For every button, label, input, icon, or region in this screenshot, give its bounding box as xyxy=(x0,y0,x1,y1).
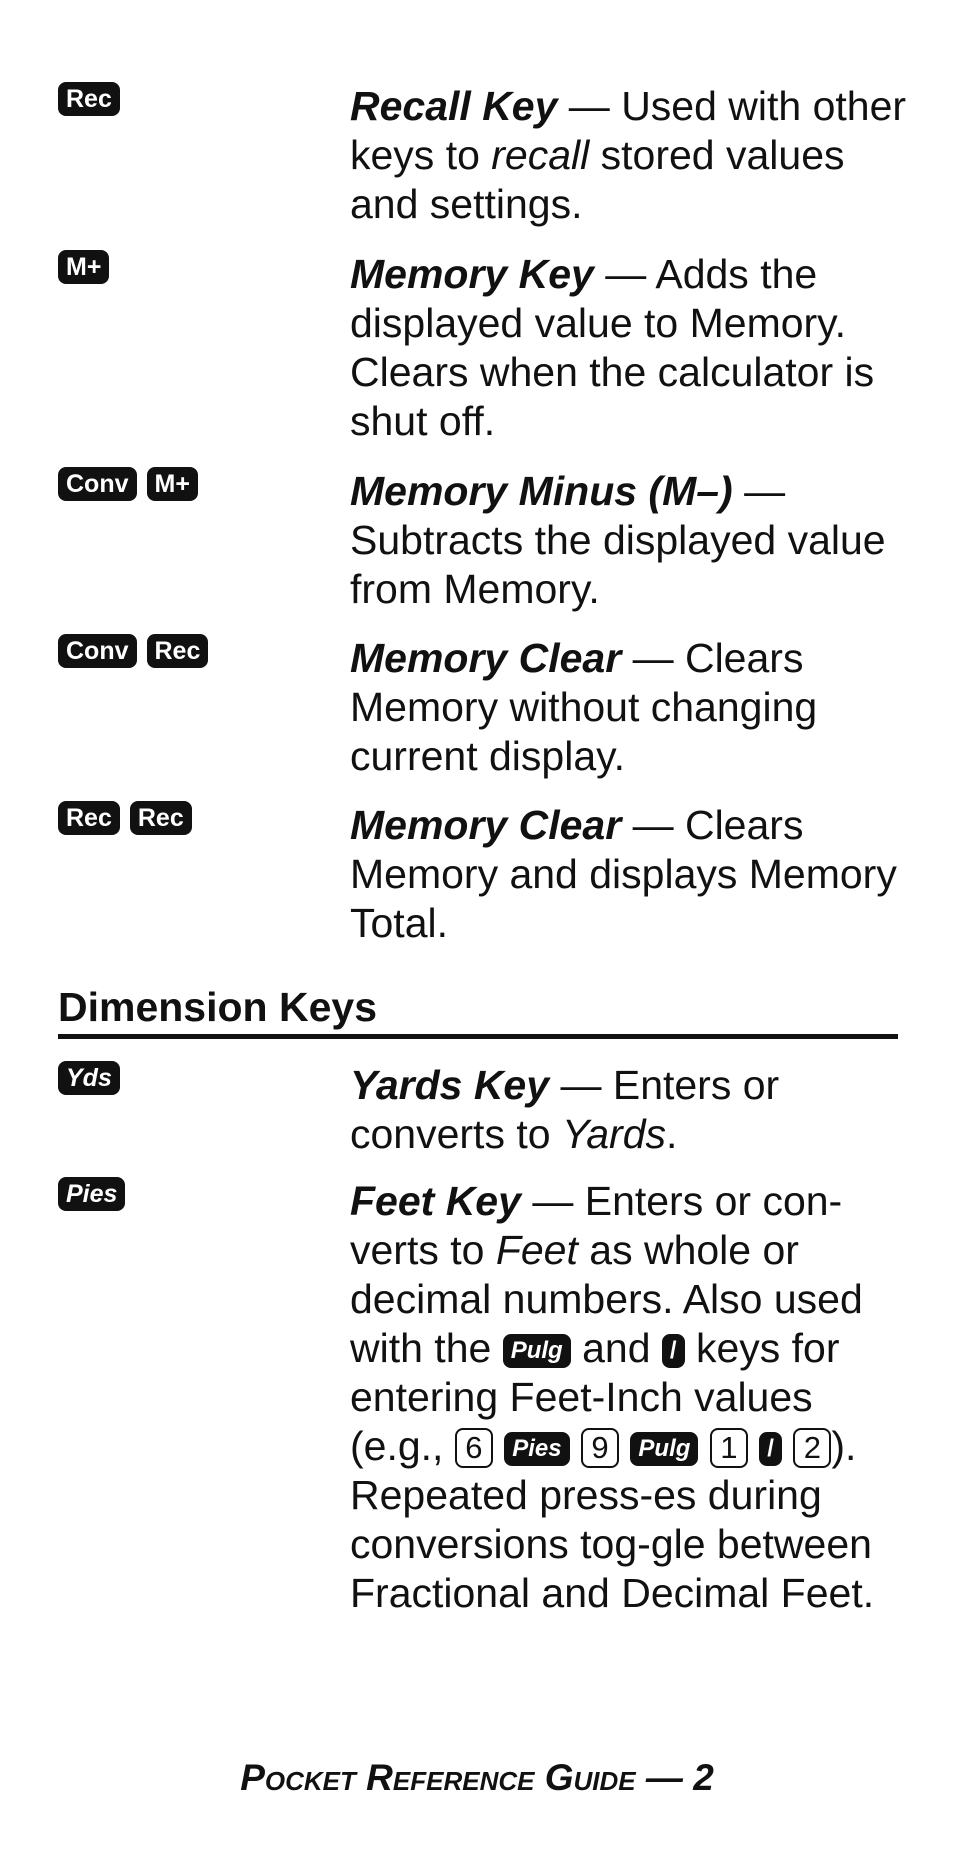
dash: — xyxy=(732,468,786,514)
entry-description xyxy=(350,250,910,446)
pies-key-badge: Pies xyxy=(504,1432,569,1466)
key-combo xyxy=(58,250,119,284)
desc-text: Subtracts the displayed value from Memory. xyxy=(350,517,886,612)
rec-key-badge: Rec xyxy=(58,801,120,835)
m-plus-key-badge: M+ xyxy=(58,250,109,284)
pulg-key-badge: Pulg xyxy=(503,1334,571,1368)
digit-key-2: 2 xyxy=(793,1428,831,1468)
desc-text: and xyxy=(570,1325,662,1371)
entry-description xyxy=(350,634,910,781)
desc-text: Clears Memory and displays Memory Total. xyxy=(350,802,897,946)
section-heading: Dimension Keys xyxy=(58,982,898,1039)
rec-key-badge: Rec xyxy=(130,801,192,835)
key-combo xyxy=(58,467,208,501)
key-combo xyxy=(58,1177,135,1211)
pulg-key-badge: Pulg xyxy=(630,1432,698,1466)
desc-text: stored values and settings. xyxy=(350,132,845,227)
digit-key-1: 1 xyxy=(710,1428,748,1468)
dash: — xyxy=(621,802,685,848)
dash: — xyxy=(549,1062,613,1108)
entry-description xyxy=(350,1061,910,1159)
dash: — xyxy=(621,635,685,681)
desc-text: keys for entering Feet-Inch values (e.g., xyxy=(350,1325,840,1469)
desc-italic: recall xyxy=(491,132,590,178)
fraction-key-badge: / xyxy=(759,1432,782,1466)
entry-description xyxy=(350,801,910,948)
entry-term: Yards Key xyxy=(350,1062,550,1108)
key-combo xyxy=(58,1061,130,1095)
desc-text: Enters or converts to xyxy=(350,1062,780,1157)
key-combo xyxy=(58,801,202,835)
entry-description xyxy=(350,1177,910,1618)
entry-term: Memory Clear xyxy=(350,635,622,681)
entry-term: Memory Key xyxy=(350,251,594,297)
desc-text: Enters or con-verts to xyxy=(350,1178,843,1273)
desc-text: Used with other keys to xyxy=(350,83,907,178)
entry-description xyxy=(350,82,910,229)
digit-key-9: 9 xyxy=(581,1428,619,1468)
fraction-key-badge: / xyxy=(662,1334,685,1368)
conv-key-badge: Conv xyxy=(58,634,137,668)
yds-key-badge: Yds xyxy=(58,1061,120,1095)
entry-term: Recall Key xyxy=(350,83,558,129)
entry-term: Memory Clear xyxy=(350,802,622,848)
dash: — xyxy=(520,1178,585,1224)
entry-description xyxy=(350,467,910,614)
pies-key-badge: Pies xyxy=(58,1177,125,1211)
rec-key-badge: Rec xyxy=(58,82,120,116)
key-combo xyxy=(58,82,130,116)
desc-italic: Yards xyxy=(561,1111,666,1157)
entry-term: Memory Minus (M–) xyxy=(350,468,733,514)
desc-text: . xyxy=(666,1111,678,1157)
dash: — xyxy=(557,83,622,129)
desc-text: ). Repeated press-es during conversions tog-gle between Fractional and Decimal Feet. xyxy=(350,1423,875,1616)
conv-key-badge: Conv xyxy=(58,467,137,501)
desc-text: Adds the displayed value to Memory. Clears when the calculator is shut off. xyxy=(350,251,875,444)
page-footer: Pocket Reference Guide — 2 xyxy=(240,1757,714,1798)
desc-text: Clears Memory without changing current display. xyxy=(350,635,818,779)
desc-italic: Feet xyxy=(495,1227,578,1273)
entry-term: Feet Key xyxy=(350,1178,521,1224)
digit-key-6: 6 xyxy=(455,1428,493,1468)
desc-text: as whole or decimal numbers. Also used with the xyxy=(350,1227,863,1371)
m-plus-key-badge: M+ xyxy=(147,467,198,501)
rec-key-badge: Rec xyxy=(147,634,209,668)
dash: — xyxy=(593,251,656,297)
key-combo xyxy=(58,634,218,668)
